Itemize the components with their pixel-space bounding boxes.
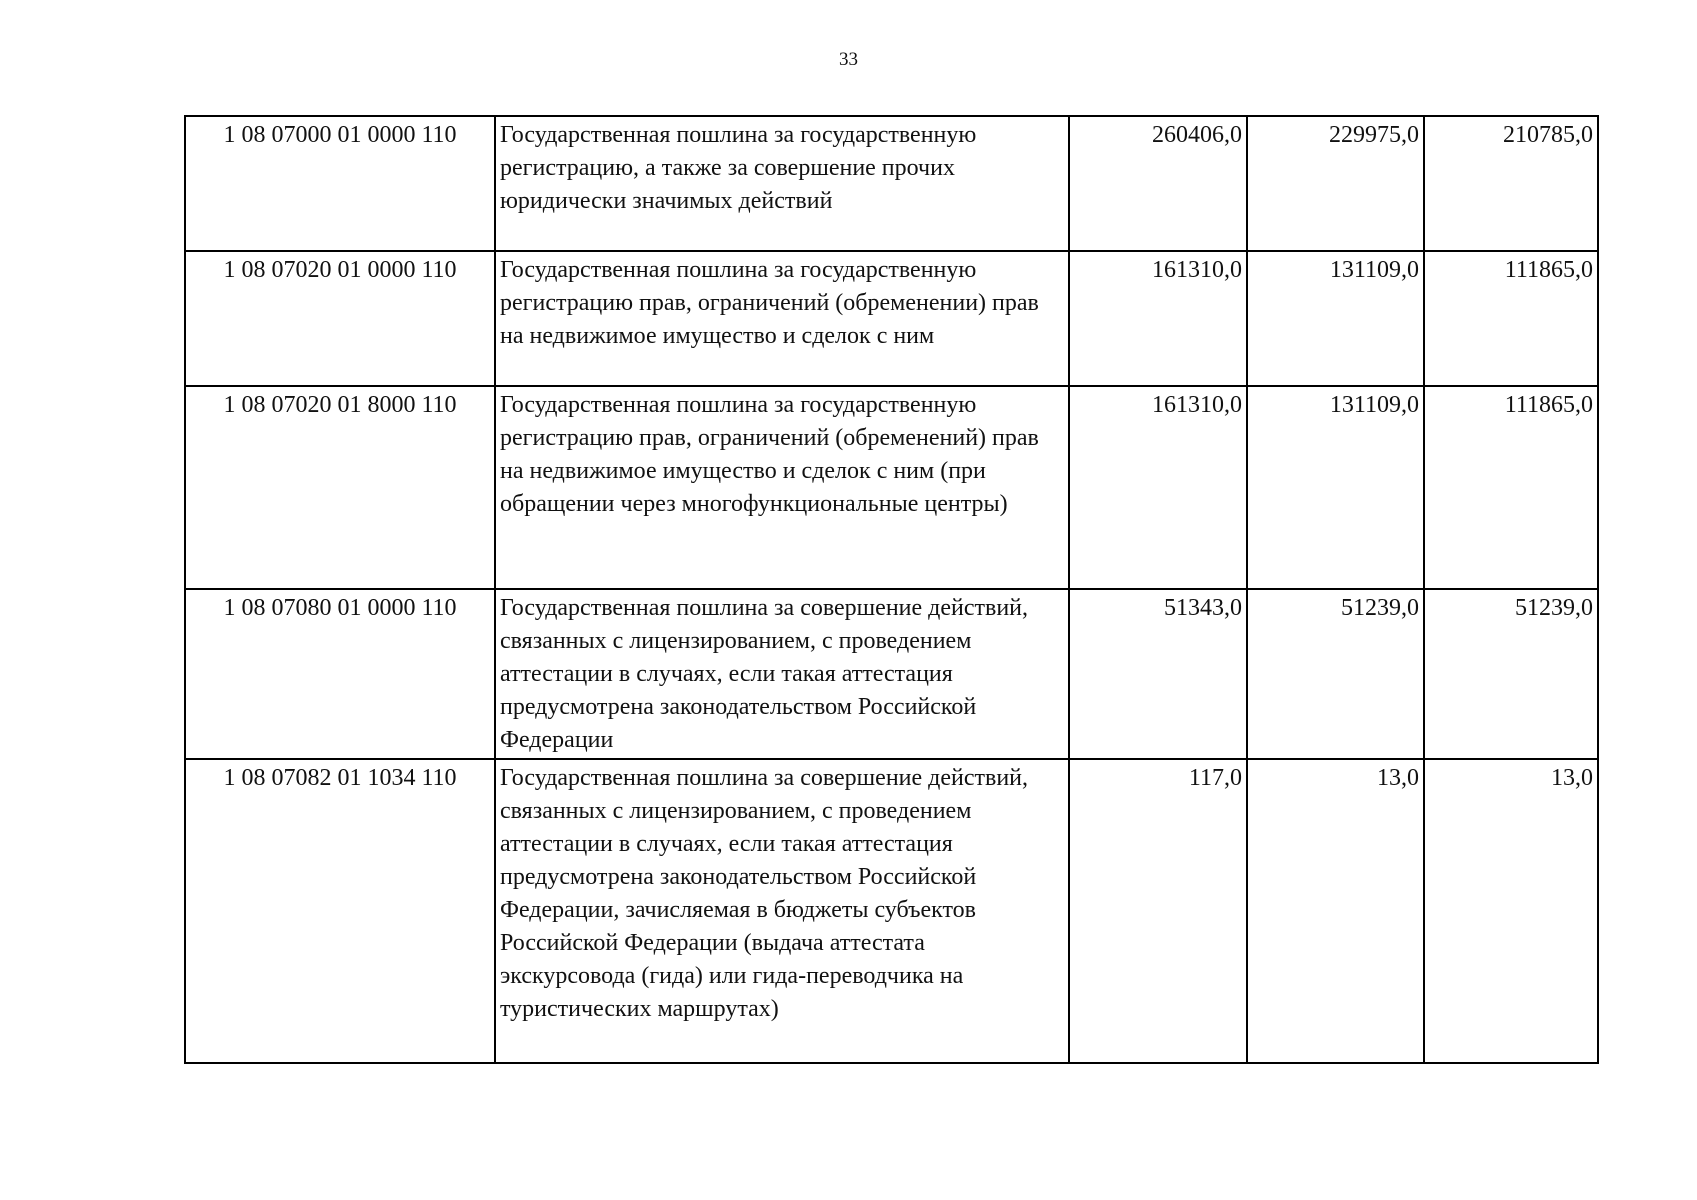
table-row — [185, 116, 1598, 251]
table-row — [185, 251, 1598, 386]
table-row — [185, 386, 1598, 589]
value-year-1: 161310,0 — [1069, 386, 1247, 589]
revenue-name: Государственная пошлина за государственную регистрацию, а также за совершение прочих юридически значимых действий — [495, 116, 1069, 251]
revenue-name: Государственная пошлина за совершение действий, связанных с лицензированием, с проведением аттестации в случаях, если такая аттестация предусмотрена законодательством Российской Федерации — [495, 589, 1069, 759]
value-year-3: 51239,0 — [1424, 589, 1598, 759]
value-year-3: 210785,0 — [1424, 116, 1598, 251]
revenue-name: Государственная пошлина за государственную регистрацию прав, ограничений (обременении) прав на недвижимое имущество и сделок с ним — [495, 251, 1069, 386]
value-year-2: 131109,0 — [1247, 251, 1424, 386]
value-year-1: 161310,0 — [1069, 251, 1247, 386]
budget-revenue-table — [184, 115, 1599, 1064]
value-year-3: 13,0 — [1424, 759, 1598, 1063]
budget-code: 1 08 07082 01 1034 110 — [185, 759, 495, 1063]
value-year-1: 117,0 — [1069, 759, 1247, 1063]
value-year-3: 111865,0 — [1424, 386, 1598, 589]
value-year-2: 131109,0 — [1247, 386, 1424, 589]
value-year-2: 229975,0 — [1247, 116, 1424, 251]
budget-code: 1 08 07000 01 0000 110 — [185, 116, 495, 251]
table-row — [185, 759, 1598, 1063]
revenue-name: Государственная пошлина за государственную регистрацию прав, ограничений (обременений) прав на недвижимое имущество и сделок с ним (при обращении через многофункциональные центры) — [495, 386, 1069, 589]
revenue-name: Государственная пошлина за совершение действий, связанных с лицензированием, с проведением аттестации в случаях, если такая аттестация предусмотрена законодательством Российской Федерации, зачисляемая в бюджеты субъектов Российской Федерации (выдача аттестата экскурсовода (гида) или гида-переводчика на туристических маршрутах) — [495, 759, 1069, 1063]
budget-code: 1 08 07020 01 8000 110 — [185, 386, 495, 589]
value-year-2: 13,0 — [1247, 759, 1424, 1063]
value-year-3: 111865,0 — [1424, 251, 1598, 386]
table-row — [185, 589, 1598, 759]
value-year-1: 51343,0 — [1069, 589, 1247, 759]
page-number: 33 — [839, 49, 858, 70]
budget-code: 1 08 07020 01 0000 110 — [185, 251, 495, 386]
value-year-2: 51239,0 — [1247, 589, 1424, 759]
budget-code: 1 08 07080 01 0000 110 — [185, 589, 495, 759]
value-year-1: 260406,0 — [1069, 116, 1247, 251]
